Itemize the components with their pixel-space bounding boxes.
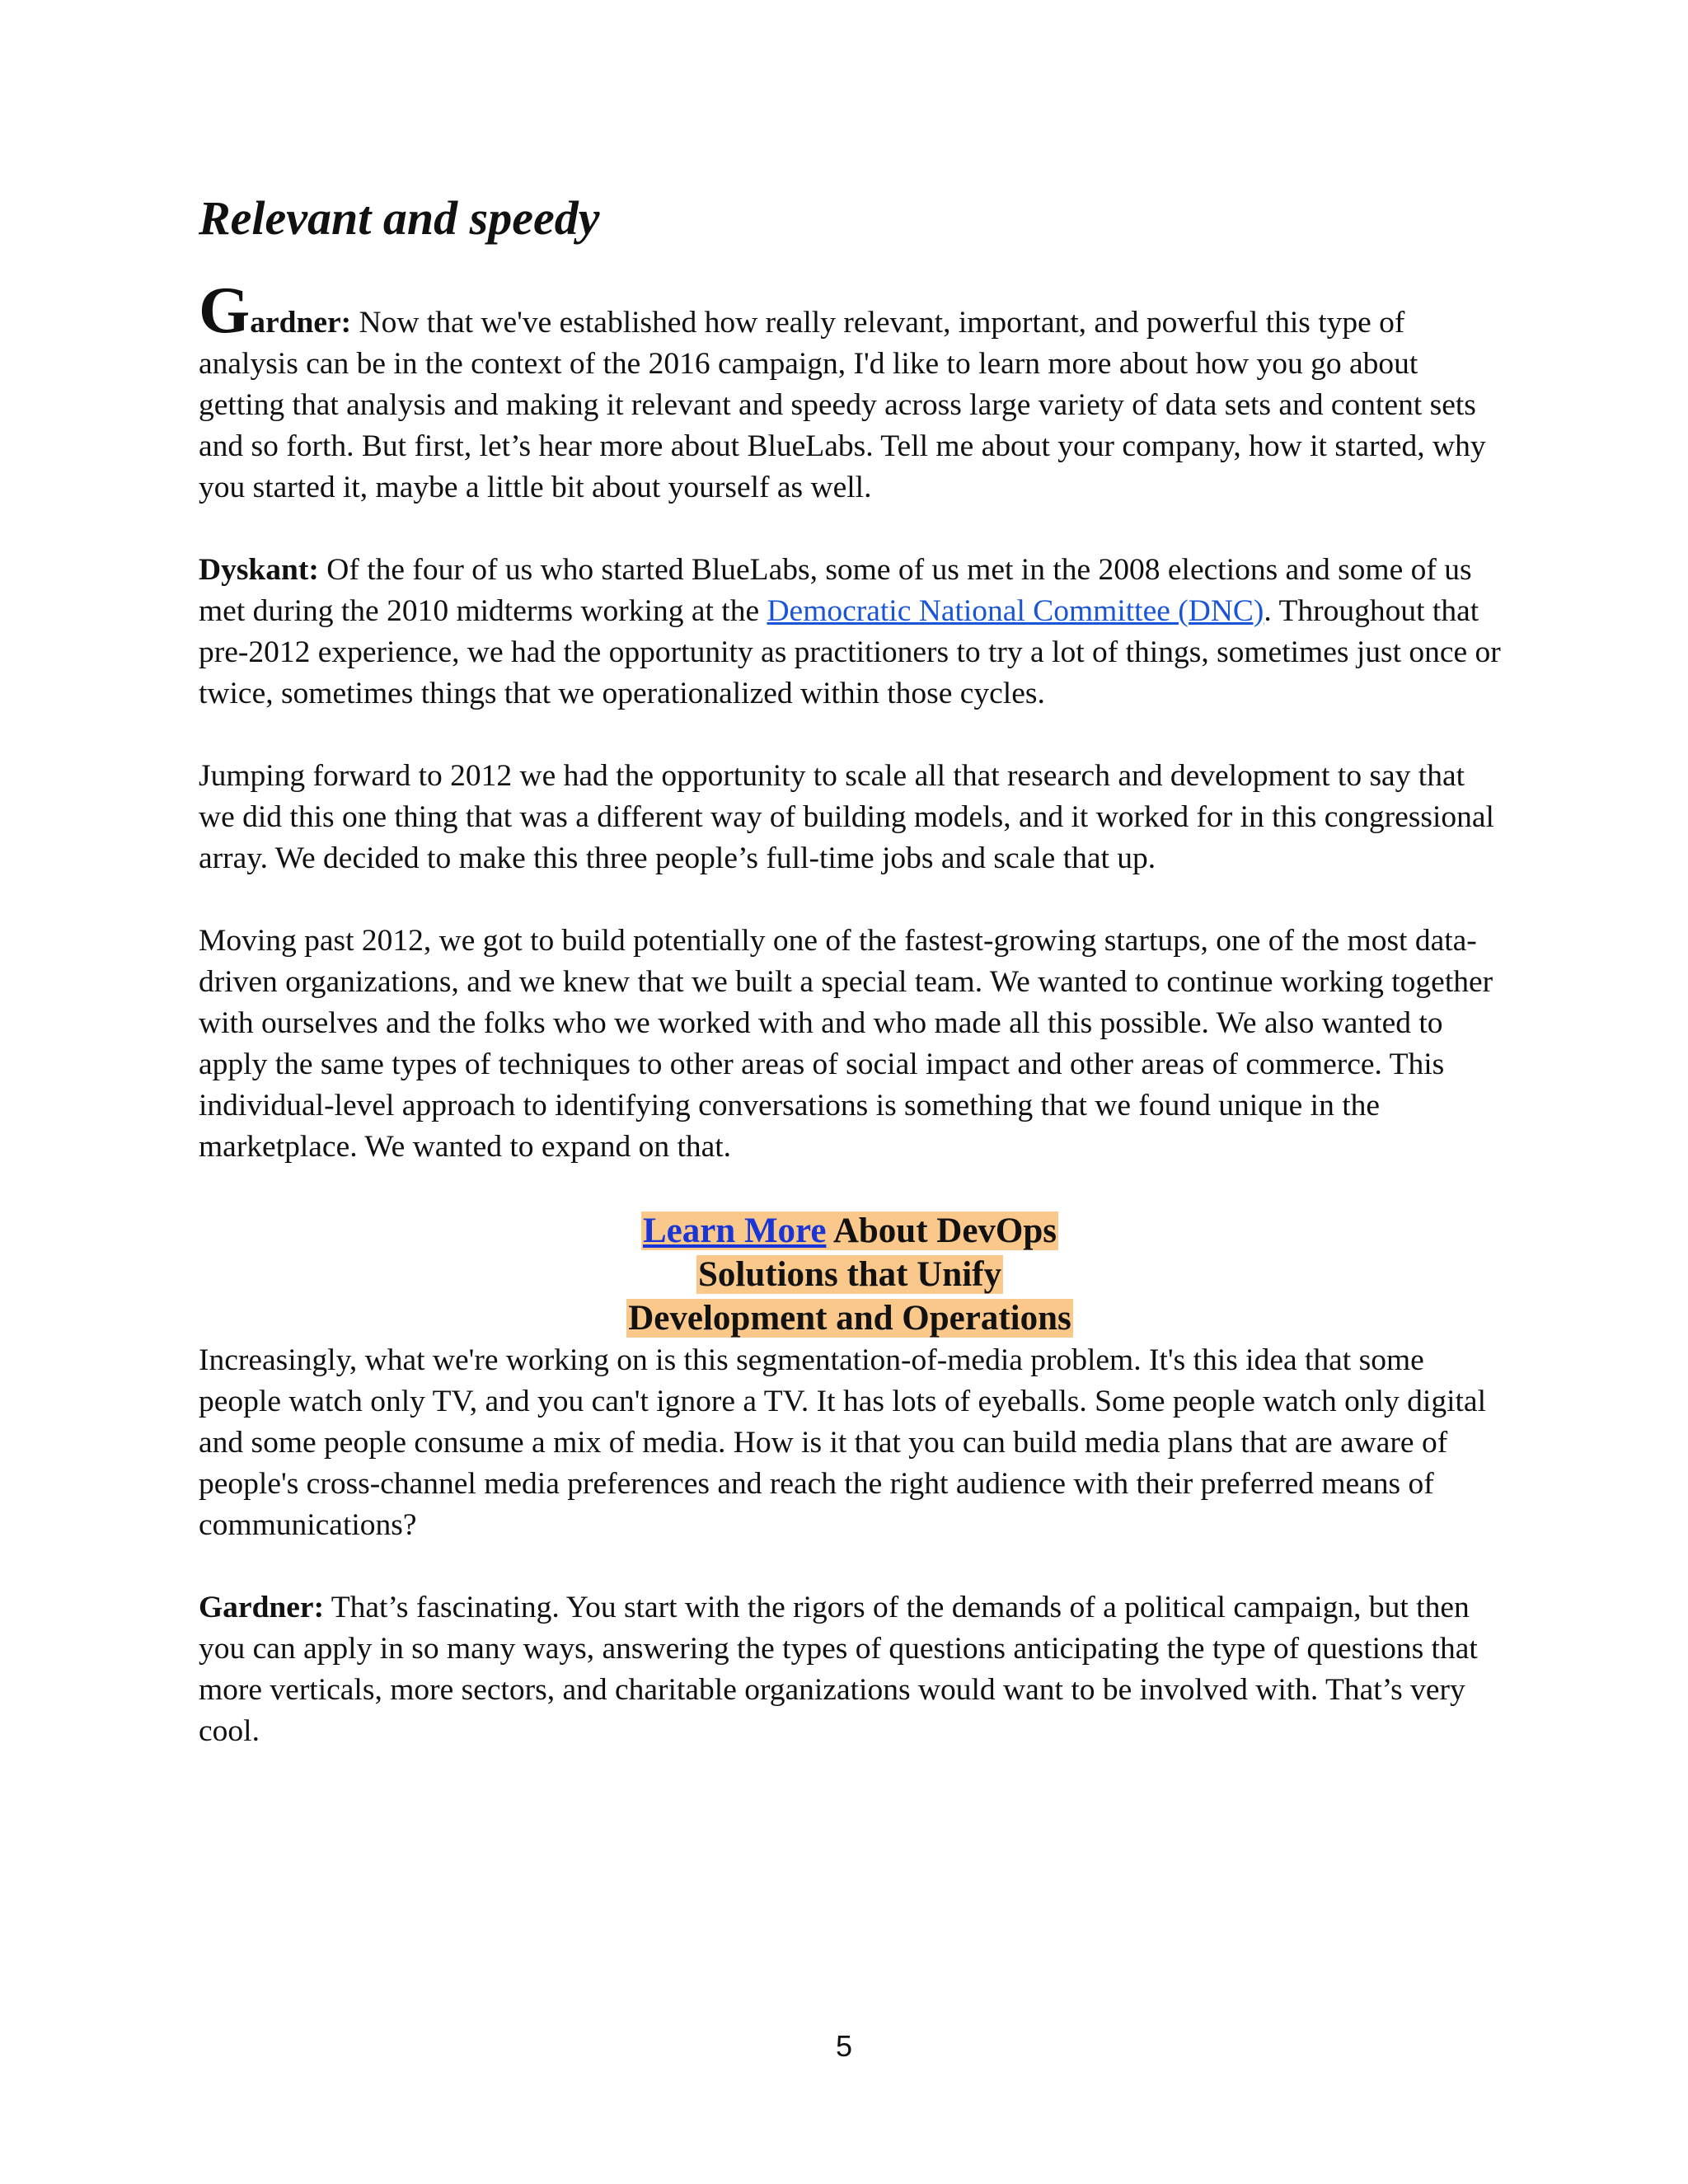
callout-text: About DevOps (826, 1211, 1057, 1250)
paragraph-text: Of the four of us who started BlueLabs, some of us met in the 2008 elections and some of us met during the 2010 midterms working at the (199, 552, 1472, 628)
speaker-label: ardner: (250, 305, 352, 340)
paragraph-gardner-intro (199, 274, 1501, 509)
section-heading: Relevant and speedy (199, 191, 600, 245)
paragraph-media-segmentation: Increasingly, what we're working on is this segmentation-of-media problem. It's this idea that some people watch only TV, and you can't ignore a TV. It has lots of eyeballs. Some people watch only digital and some people consume a mix of media. How is it that you can build media plans that are aware of people's cross-channel media preferences and reach the right audience with their preferred means of communications? (199, 1343, 1486, 1542)
page-number: 5 (835, 2029, 853, 2063)
speaker-label: Gardner: (199, 1590, 325, 1624)
callout-line-1 (641, 1212, 1058, 1250)
paragraph-text: Now that we've established how really relevant, important, and powerful this type of analysis can be in the context of the 2016 campaign, I'd like to learn more about how you go about getting that analysis and making it relevant and speedy across large variety of data sets and content sets and so forth. But first, let’s hear more about BlueLabs. Tell me about your company, how it started, why you started it, maybe a little bit about yourself as well. (199, 305, 1486, 504)
paragraph-dyskant (199, 550, 1501, 715)
speaker-label: Dyskant: (199, 552, 319, 587)
drop-cap: G (199, 274, 251, 347)
paragraph-gardner-reply (199, 1587, 1501, 1752)
document-page (199, 190, 1501, 1752)
callout-line-2: Solutions that Unify (698, 1254, 1001, 1294)
paragraph-text: That’s fascinating. You start with the rigors of the demands of a political campaign, but then you can apply in so many ways, answering the types of questions anticipating the type of questions that more verticals, more sectors, and charitable organizations would want to be involved with. That’s very cool. (199, 1590, 1478, 1748)
paragraph-text: . Throughout that pre-2012 experience, we had the opportunity as practitioners to try a lot of things, sometimes just once or twice, sometimes things that we operationalized within those cycles. (199, 593, 1501, 710)
learn-more-link[interactable]: Learn More (642, 1211, 827, 1250)
paragraph-2012: Jumping forward to 2012 we had the opportunity to scale all that research and development to say that we did this one thing that was a different way of building models, and it worked for in this congressional array. We decided to make this three people’s full-time jobs and scale that up. (199, 758, 1494, 875)
dnc-link[interactable]: Democratic National Committee (DNC) (767, 593, 1264, 628)
paragraph-past-2012: Moving past 2012, we got to build potentially one of the fastest-growing startups, one of the most data-driven organizations, and we knew that we built a special team. We wanted to continue working together with ourselves and the folks who we worked with and who made all this possible. We also wanted to apply the same types of techniques to other areas of social impact and other areas of commerce. This individual-level approach to identifying conversations is something that we found unique in the marketplace. We wanted to expand on that. (199, 923, 1493, 1164)
devops-callout (199, 1209, 1501, 1340)
callout-line-3: Development and Operations (628, 1298, 1071, 1338)
